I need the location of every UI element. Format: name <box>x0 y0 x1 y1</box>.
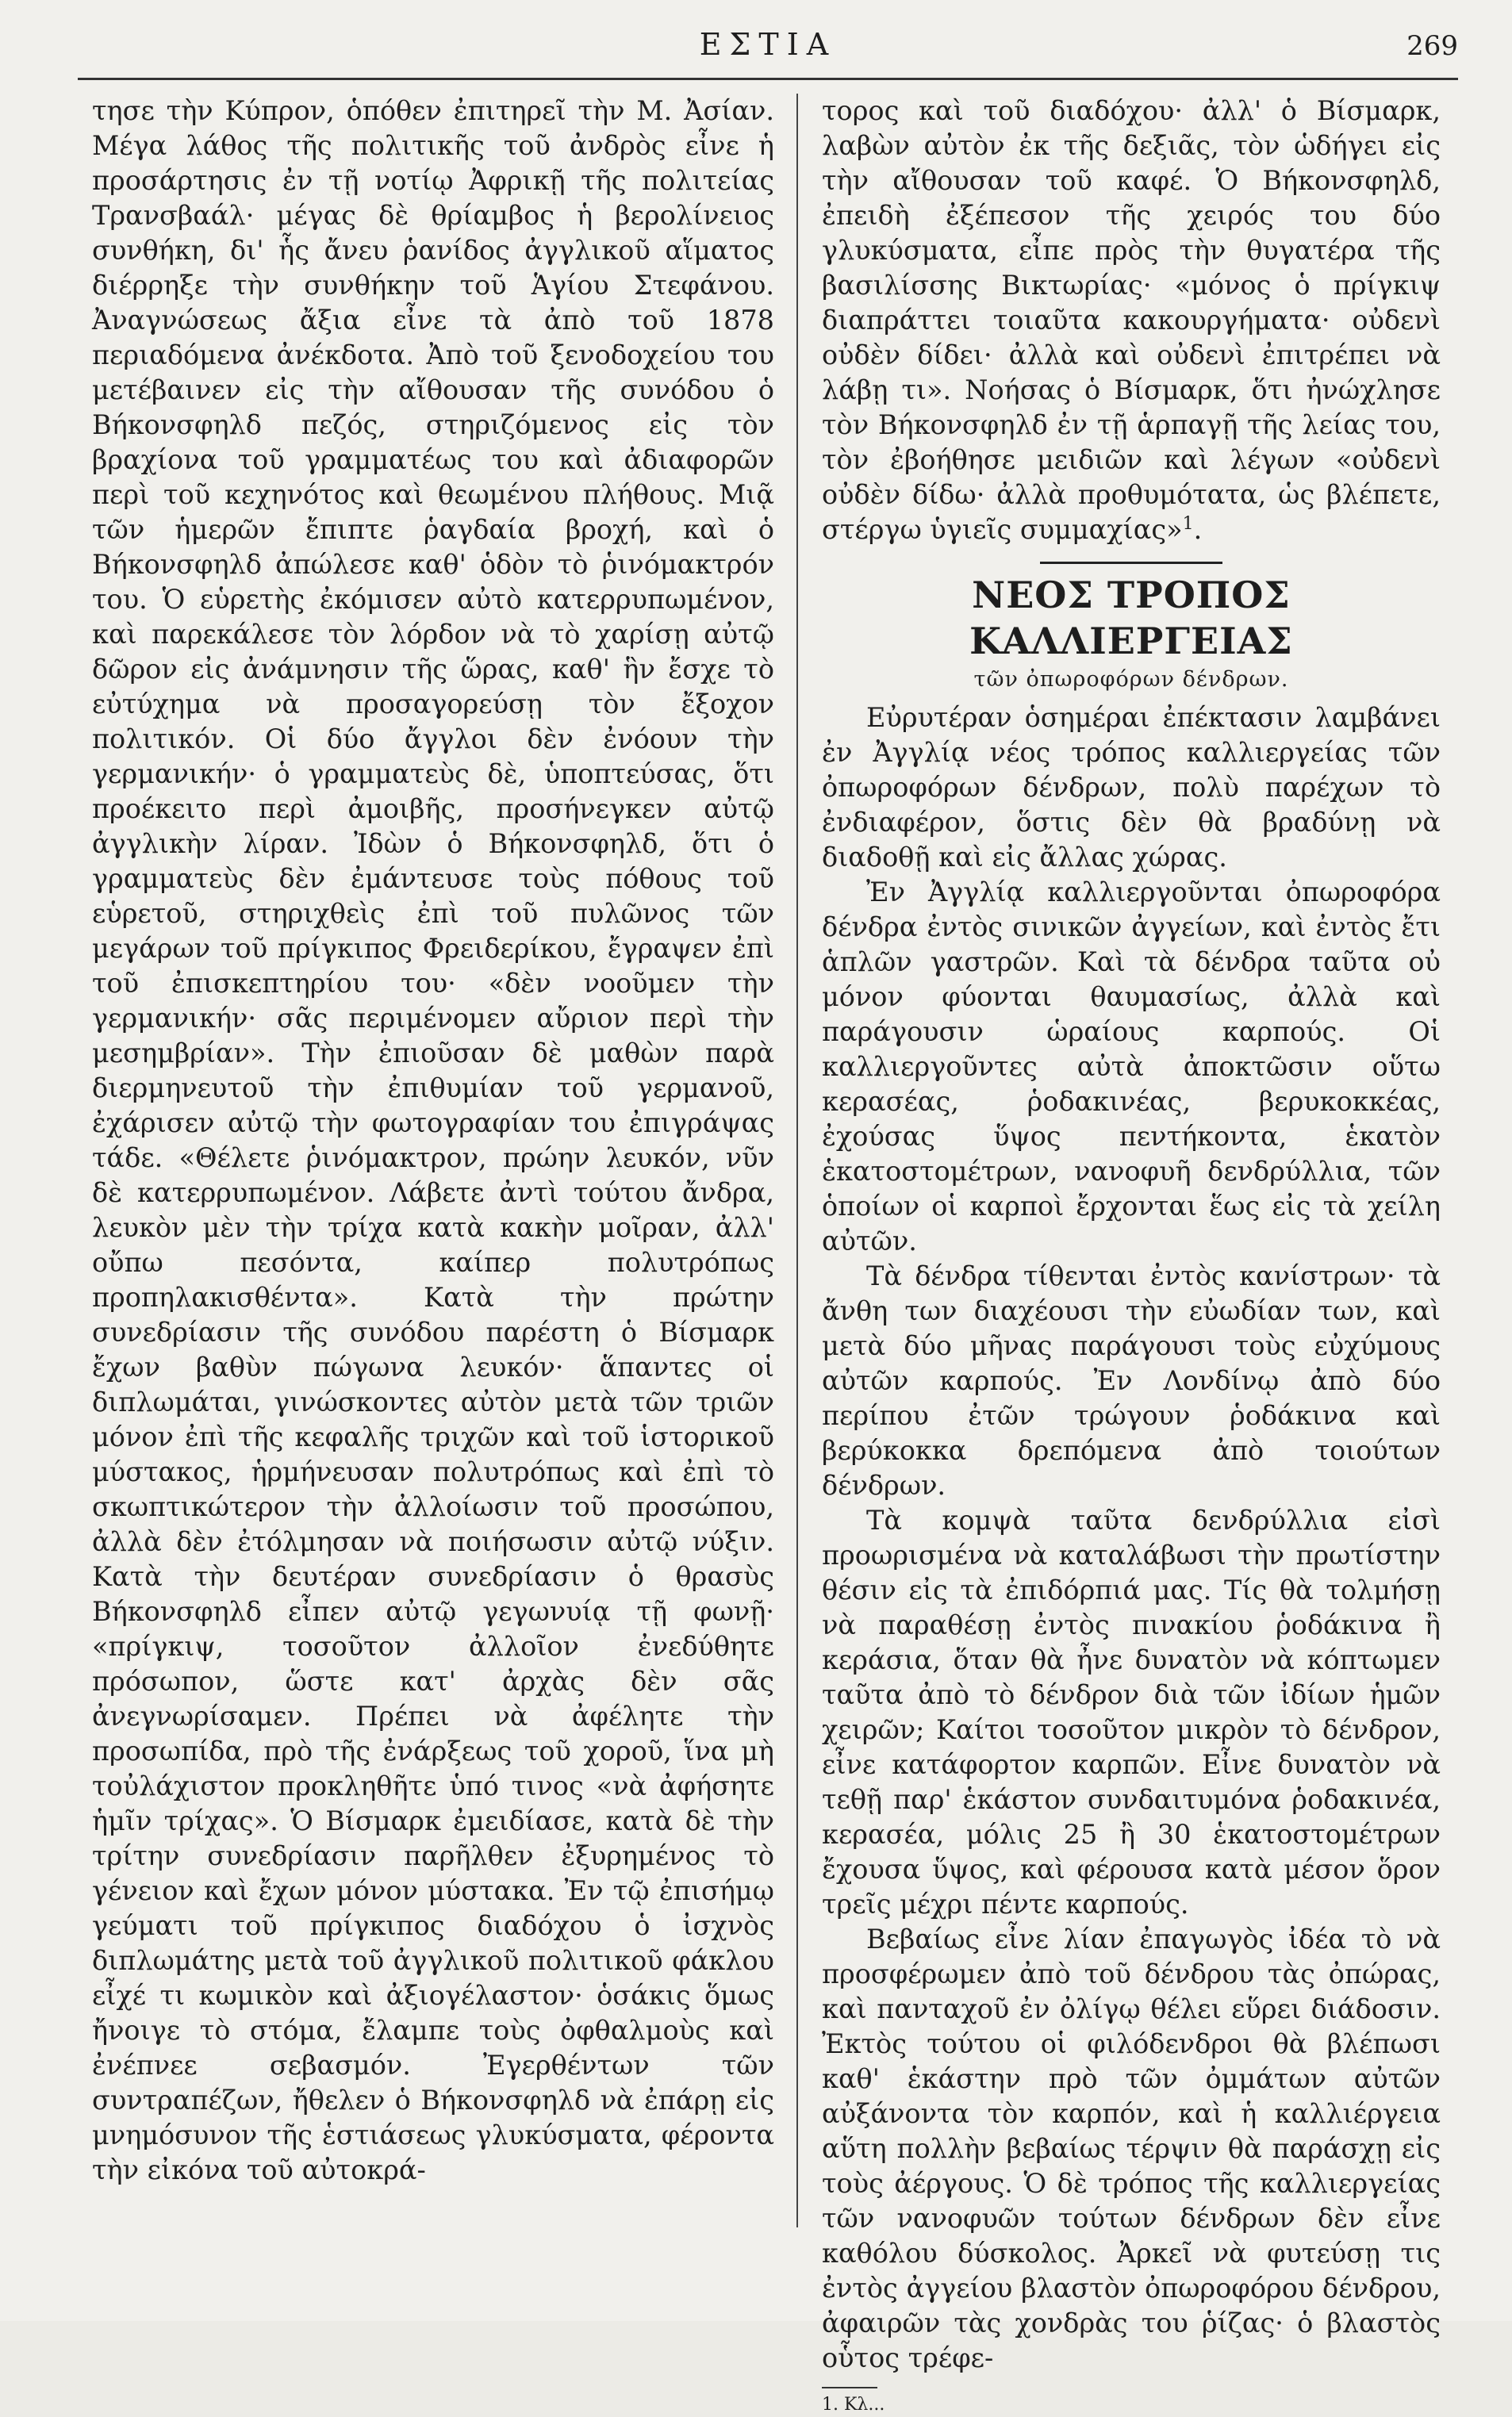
right-column-continuation: τορος καὶ τοῦ διαδόχου· ἀλλ' ὁ Βίσμαρκ, λαβὼν αὐτὸν ἐκ τῆς δεξιᾶς, τὸν ὡδήγει εἰς τὴν αἴθουσαν τοῦ καφέ. Ὁ Βήκονσφηλδ, ἐπειδὴ ἐξέπεσον τῆς χειρός του δύο γλυκύσματα, εἶπε πρὸς τὴν θυγατέρα τῆς βασιλίσσης Βικτωρίας· «μόνος ὁ πρίγκιψ διαπράττει τοιαῦτα κακουργήματα· οὐδενὶ οὐδὲν δίδει· ἀλλὰ καὶ οὐδενὶ ἐπιτρέπει νὰ λάβῃ τι». Νοήσας ὁ Βίσμαρκ, ὅτι ἠνώχλησε τὸν Βήκονσφηλδ ἐν τῇ ἁρπαγῇ τῆς λείας του, τὸν ἐβοήθησε μειδιῶν καὶ λέγων «οὐδενὶ οὐδὲν δίδω· ἀλλὰ προθυμότατα, ὡς βλέπετε, στέργω ὑγιεῖς συμμαχίας»$^1$. <box>822 95 1441 545</box>
footnote: 1. Κλ... <box>822 2395 885 2415</box>
article-paragraph: Ἐν Ἀγγλίᾳ καλλιεργοῦνται ὀπωροφόρα δένδρα ἐντὸς σινικῶν ἀγγείων, καὶ ἐντὸς ἔτι ἁπλῶν γαστρῶν. Καὶ τὰ δένδρα ταῦτα οὐ μόνον φύονται θαυμασίως, ἀλλὰ καὶ παράγουσιν ὡραίους καρπούς. Οἱ καλλιεργοῦντες αὐτὰ ἀποκτῶσιν οὕτω κερασέας, ῥοδακινέας, βερυκοκκέας, ἐχούσας ὕψος πεντήκοντα, ἑκατὸν ἑκατοστομέτρων, νανοφυῆ δενδρύλλια, τῶν ὁποίων οἱ καρποὶ ἔρχονται ἕως εἰς τὰ χείλη αὐτῶν. <box>822 877 1441 1256</box>
right-column <box>822 94 1441 2417</box>
continuation-text: τορος καὶ τοῦ διαδόχου· ἀλλ' ὁ Βίσμαρκ, λαβὼν αὐτὸν ἐκ τῆς δεξιᾶς, τὸν ὡδήγει εἰς τὴν αἴθουσαν τοῦ καφέ. Ὁ Βήκονσφηλδ, ἐπειδὴ ἐξέπεσον τῆς χειρός του δύο γλυκύσματα, εἶπε πρὸς τὴν θυγατέρα τῆς βασιλίσσης Βικτωρίας· «μόνος ὁ πρίγκιψ διαπράττει τοιαῦτα κακουργήματα· οὐδενὶ οὐδὲν δίδει· ἀλλὰ καὶ οὐδενὶ ἐπιτρέπει νὰ λάβῃ τι». Νοήσας ὁ Βίσμαρκ, ὅτι ἠνώχλησε τὸν Βήκονσφηλδ ἐν τῇ ἁρπαγῇ τῆς λείας του, τὸν ἐβοήθησε μειδιῶν καὶ λέγων «οὐδενὶ οὐδὲν δίδω· ἀλλὰ προθυμότατα, ὡς βλέπετε, στέργω ὑγιεῖς συμμαχίας» <box>822 95 1441 545</box>
journal-title: ΕΣΤΙΑ <box>699 27 837 62</box>
article-title: ΝΕΟΣ ΤΡΟΠΟΣ ΚΑΛΛΙΕΡΓΕΙΑΣ <box>969 574 1293 662</box>
header-rule <box>78 78 1458 80</box>
column-divider <box>796 94 798 2227</box>
left-column-paragraph: τησε τὴν Κύπρον, ὁπόθεν ἐπιτηρεῖ τὴν Μ. Ἀσίαν. Μέγα λάθος τῆς πολιτικῆς τοῦ ἀνδρὸς εἶνε ἡ προσάρτησις ἐν τῇ νοτίῳ Ἀφρικῇ τῆς πολιτείας Τρανσβαάλ· μέγας δὲ θρίαμβος ἡ βερολίνειος συνθήκη, δι' ἧς ἄνευ ῥανίδος ἀγγλικοῦ αἵματος διέρρηξε τὴν συνθήκην τοῦ Ἁγίου Στεφάνου. Ἀναγνώσεως ἄξια εἶνε τὰ ἀπὸ τοῦ 1878 περιαδόμενα ἀνέκδοτα. Ἀπὸ τοῦ ξενοδοχείου του μετέβαινεν εἰς τὴν αἴθουσαν τῆς συνόδου ὁ Βήκονσφηλδ πεζός, στηριζόμενος εἰς τὸν βραχίονα τοῦ γραμματέως του καὶ ἀδιαφορῶν περὶ τοῦ κεχηνότος καὶ θεωμένου πλήθους. Μιᾷ τῶν ἡμερῶν ἔπιπτε ῥαγδαία βροχή, καὶ ὁ Βήκονσφηλδ ἀπώλεσε καθ' ὁδὸν τὸ ῥινόμακτρόν του. Ὁ εὑρετὴς ἐκόμισεν αὐτὸ κατερρυπωμένον, καὶ παρεκάλεσε τὸν λόρδον νὰ τὸ χαρίσῃ αὐτῷ δῶρον εἰς ἀνάμνησιν τῆς ὥρας, καθ' ἣν ἔσχε τὸ εὐτύχημα νὰ προσαγορεύσῃ τὸν ἔξοχον πολιτικόν. Οἱ δύο ἄγγλοι δὲν ἐνόουν τὴν γερμανικήν· ὁ γραμματεὺς δὲ, ὑποπτεύσας, ὅτι προέκειτο περὶ ἀμοιβῆς, προσήνεγκεν αὐτῷ ἀγγλικὴν λίραν. Ἰδὼν ὁ Βήκονσφηλδ, ὅτι ὁ γραμματεὺς δὲν ἐμάντευσε τοὺς πόθους τοῦ εὑρετοῦ, στηριχθεὶς ἐπὶ τοῦ πυλῶνος τῶν μεγάρων τοῦ πρίγκιπος Φρειδερίκου, ἔγραψεν ἐπὶ τοῦ ἐπισκεπτηρίου του· «δὲν νοοῦμεν τὴν γερμανικήν· σᾶς περιμένομεν αὔριον περὶ τὴν μεσημβρίαν». Τὴν ἐπιοῦσαν δὲ μαθὼν παρὰ διερμηνευτοῦ τὴν ἐπιθυμίαν τοῦ γερμανοῦ, ἐχάρισεν αὐτῷ τὴν φωτογραφίαν του ἐπιγράψας τάδε. «Θέλετε ῥινόμακτρον, πρώην λευκόν, νῦν δὲ κατερρυπωμένον. Λάβετε ἀντὶ τούτου ἄνδρα, λευκὸν μὲν τὴν τρίχα κατὰ κακὴν μοῖραν, ἀλλ' οὔπω πεσόντα, καίπερ πολυτρόπως προπηλακισθέντα». Κατὰ τὴν πρώτην συνεδρίασιν τῆς συνόδου παρέστη ὁ Βίσμαρκ ἔχων βαθὺν πώγωνα λευκόν· ἅπαντες οἱ διπλωμάται, γινώσκοντες αὐτὸν μετὰ τῶν τριῶν μόνον ἐπὶ τῆς κεφαλῆς τριχῶν καὶ τοῦ ἱστορικοῦ μύστακος, ἡρμήνευσαν πολυτρόπως καὶ ἐπὶ τὸ σκωπτικώτερον τὴν ἀλλοίωσιν τοῦ προσώπου, ἀλλὰ δὲν ἐτόλμησαν νὰ ποιήσωσιν αὐτῷ νύξιν. Κατὰ τὴν δευτέραν συνεδρίασιν ὁ θρασὺς Βήκονσφηλδ εἶπεν αὐτῷ γεγωνυίᾳ τῇ φωνῇ· «πρίγκιψ, τοσοῦτον ἀλλοῖον ἐνεδύθητε πρόσωπον, ὥστε κατ' ἀρχὰς δὲν σᾶς ἀνεγνωρίσαμεν. Πρέπει νὰ ἀφέλητε τὴν προσωπίδα, πρὸ τῆς ἐνάρξεως τοῦ χοροῦ, ἵνα μὴ τοὐλάχιστον προκληθῆτε ὑπό τινος «νὰ ἀφήσητε ἡμῖν τρίχας». Ὁ Βίσμαρκ ἐμειδίασε, κατὰ δὲ τὴν τρίτην συνεδρίασιν παρῆλθεν ἐξυρημένος τὸ γένειον καὶ ἔχων μόνον μύστακα. Ἐν τῷ ἐπισήμῳ γεύματι τοῦ πρίγκιπος διαδόχου ὁ ἰσχνὸς διπλωμάτης μετὰ τοῦ ἀγγλικοῦ πολιτικοῦ φάκλου εἶχέ τι κωμικὸν καὶ ἀξιογέλαστον· ὁσάκις ὅμως ἤνοιγε τὸ στόμα, ἔλαμπε τοὺς ὀφθαλμοὺς καὶ ἐνέπνεε σεβασμόν. Ἐγερθέντων τῶν συντραπέζων, ἤθελεν ὁ Βήκονσφηλδ νὰ ἐπάρῃ εἰς μνημόσυνον τῆς ἑστιάσεως γλυκύσματα, φέροντα τὴν εἰκόνα τοῦ αὐτοκρά- <box>92 95 774 2185</box>
article-paragraph: Βεβαίως εἶνε λίαν ἐπαγωγὸς ἰδέα τὸ νὰ προσφέρωμεν ἀπὸ τοῦ δένδρου τὰς ὀπώρας, καὶ πανταχοῦ ἐν ὀλίγῳ θέλει εὕρει διάδοσιν. Ἐκτὸς τούτου οἱ φιλόδενδροι θὰ βλέπωσι καθ' ἑκάστην πρὸ τῶν ὀμμάτων αὐτῶν αὐξάνοντα τὸν καρπόν, καὶ ἡ καλλιέργεια αὕτη πολλὴν βεβαίως τέρψιν θὰ παράσχῃ εἰς τοὺς ἀέργους. Ὁ δὲ τρόπος τῆς καλλιεργείας τῶν νανοφυῶν τούτων δένδρων δὲν εἶνε καθόλου δύσκολος. Ἀρκεῖ νὰ φυτεύσῃ τις ἐντὸς ἀγγείου βλαστὸν ὀπωροφόρου δένδρου, ἀφαιρῶν τὰς χονδρὰς του ῥίζας· ὁ βλαστὸς οὗτος τρέφε- <box>822 1924 1441 2373</box>
footnote-rule <box>822 2387 877 2388</box>
footnote-marker: 1 <box>1182 513 1194 534</box>
running-head <box>78 27 1458 67</box>
left-column <box>92 94 774 2188</box>
section-rule <box>1040 562 1222 564</box>
article-paragraph: Τὰ κομψὰ ταῦτα δενδρύλλια εἰσὶ προωρισμένα νὰ καταλάβωσι τὴν πρωτίστην θέσιν εἰς τὰ ἐπιδόρπιά μας. Τίς θὰ τολμήσῃ νὰ παραθέσῃ ἐντὸς πινακίου ῥοδάκινα ἢ κεράσια, ὅταν θὰ ἦνε δυνατὸν νὰ κόπτωμεν ταῦτα ἀπὸ τὸ δένδρον διὰ τῶν ἰδίων ἡμῶν χειρῶν; Καίτοι τοσοῦτον μικρὸν τὸ δένδρον, εἶνε κατάφορτον καρπῶν. Εἶνε δυνατὸν νὰ τεθῇ παρ' ἑκάστον συνδαιτυμόνα ῥοδακινέα, κερασέα, μόλις 25 ἢ 30 ἑκατοστομέτρων ἔχουσα ὕψος, καὶ φέρουσα κατὰ μέσον ὅρον τρεῖς μέχρι πέντε καρπούς. <box>822 1505 1441 1920</box>
article-paragraph: Εὐρυτέραν ὁσημέραι ἐπέκτασιν λαμβάνει ἐν Ἀγγλίᾳ νέος τρόπος καλλιεργείας τῶν ὀπωροφόρων δένδρων, πολὺ παρέχων τὸ ἐνδιαφέρον, ὅστις δὲν θὰ βραδύνῃ νὰ διαδοθῇ καὶ εἰς ἄλλας χώρας. <box>822 702 1441 873</box>
article-paragraph: Τὰ δένδρα τίθενται ἐντὸς κανίστρων· τὰ ἄνθη των διαχέουσι τὴν εὐωδίαν των, καὶ μετὰ δύο μῆνας παράγουσι τοὺς εὐχύμους αὐτῶν καρπούς. Ἐν Λονδίνῳ ἀπὸ δύο περίπου ἐτῶν τρώγουν ῥοδάκινα καὶ βερύκοκκα δρεπόμενα ἀπὸ τοιούτων δένδρων. <box>822 1260 1441 1501</box>
article-subtitle: τῶν ὀπωροφόρων δένδρων. <box>973 667 1289 692</box>
page-number: 269 <box>1406 30 1458 62</box>
